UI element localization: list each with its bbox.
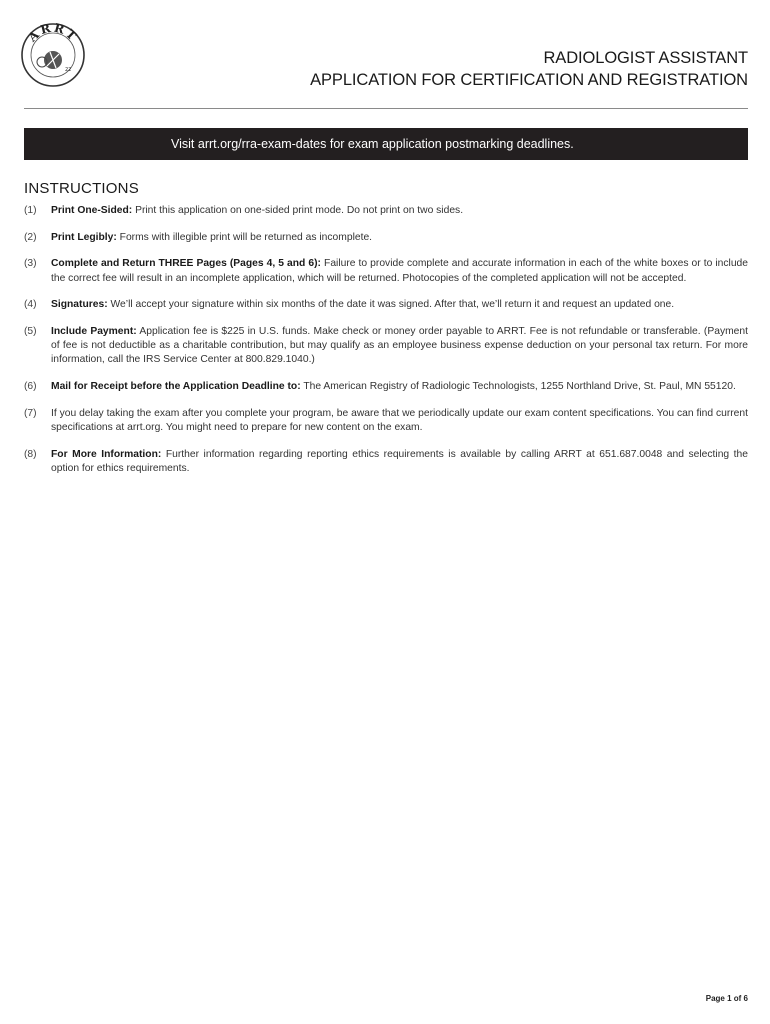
list-item	[24, 231, 748, 245]
arrt-seal-logo	[20, 22, 86, 88]
deadline-banner	[24, 128, 748, 160]
document-title	[310, 47, 748, 91]
item-number: (8)	[24, 448, 37, 460]
item-number: (1)	[24, 205, 37, 216]
item-number: (4)	[24, 299, 37, 311]
page-number: Page 1 of 6	[705, 994, 748, 1003]
item-label: For More Information:	[51, 448, 162, 460]
instructions-list	[24, 204, 748, 489]
list-item	[24, 298, 748, 312]
title-line-2: APPLICATION FOR CERTIFICATION AND REGISTRATION	[310, 71, 748, 89]
instructions-heading: INSTRUCTIONS	[24, 180, 139, 197]
item-label: Include Payment:	[51, 326, 137, 338]
item-label: Print One-Sided:	[51, 205, 133, 216]
svg-text:22: 22	[65, 67, 72, 73]
item-number: (3)	[24, 258, 37, 270]
title-line-1: RADIOLOGIST ASSISTANT	[543, 49, 748, 67]
item-text: Further information regarding reporting ethics requirements is available by calling ARRT at 651.687.0048 and selecting the option for ethics requirements.	[51, 448, 748, 474]
list-item	[24, 448, 748, 476]
banner-text: Visit arrt.org/rra-exam-dates for exam application postmarking deadlines.	[171, 137, 574, 151]
item-number: (6)	[24, 381, 37, 393]
header-divider	[24, 108, 748, 109]
item-text: If you delay taking the exam after you complete your program, be aware that we periodically update our exam content specifications. You can find current specifications at arrt.org. You might need to prepare for new content on the exam.	[51, 407, 748, 434]
item-text: The American Registry of Radiologic Technologists, 1255 Northland Drive, St. Paul, MN 55120.	[300, 381, 736, 393]
list-item	[24, 257, 748, 285]
list-item	[24, 204, 748, 218]
item-label: Complete and Return THREE Pages (Pages 4, 5 and 6):	[51, 258, 321, 270]
item-text: We’ll accept your signature within six months of the date it was signed. After that, we’ll return it and request an updated one.	[107, 299, 675, 311]
item-number: (7)	[24, 407, 37, 419]
svg-text:ARRT: ARRT	[25, 22, 81, 45]
item-label: Print Legibly:	[51, 231, 117, 243]
list-item	[24, 325, 748, 368]
item-text: Forms with illegible print will be returned as incomplete.	[116, 231, 373, 243]
item-number: (2)	[24, 231, 37, 243]
item-text: Application fee is $225 in U.S. funds. Make check or money order payable to ARRT. Fee is not refundable or transferable. (Payment of fee is not deductible as a charitable contribution, but may qualify as an employee business expense deduction on your personal tax return. For more information, call the IRS Service Center at 800.829.1040.)	[51, 326, 748, 366]
item-text: Print this application on one-sided print mode. Do not print on two sides.	[132, 205, 464, 216]
item-number: (5)	[24, 326, 37, 338]
item-text: Failure to provide complete and accurate information in each of the white boxes or to include the correct fee will result in an incomplete application, which will be returned. Photocopies of the completed application will not be accepted.	[51, 258, 748, 284]
list-item	[24, 380, 748, 394]
item-label: Mail for Receipt before the Application Deadline to:	[51, 381, 301, 393]
item-label: Signatures:	[51, 299, 108, 311]
list-item	[24, 407, 748, 435]
